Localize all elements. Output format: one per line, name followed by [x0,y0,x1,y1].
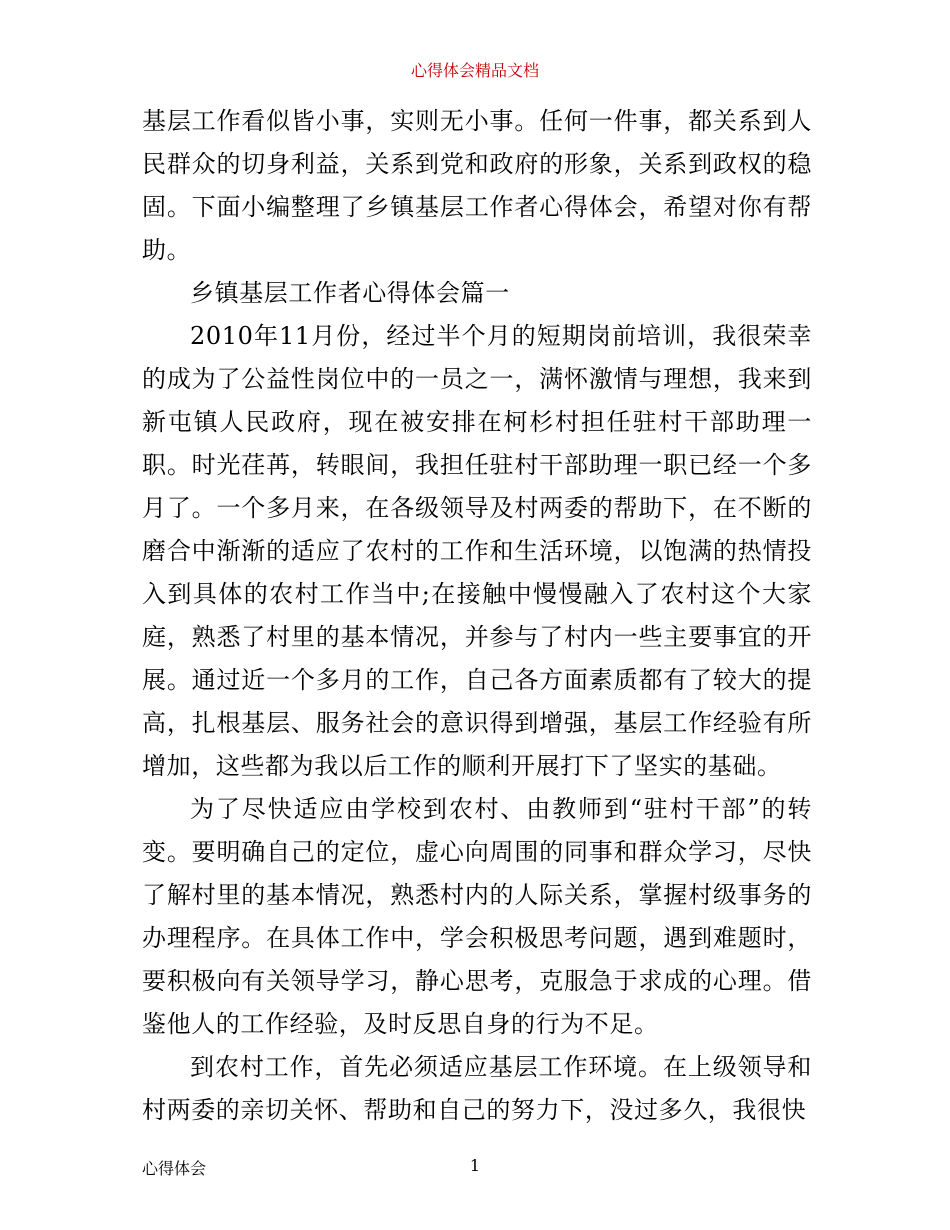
section-title: 乡镇基层工作者心得体会篇一 [190,279,510,307]
body-paragraph: 2010年11月份，经过半个月的短期岗前培训，我很荣幸的成为了公益性岗位中的一员之一，满怀激情与理想，我来到新屯镇人民政府，现在被安排在柯杉村担任驻村干部助理一职。时光荏苒，转眼间，我担任驻村干部助理一职已经一个多月了。一个多月来，在各级领导及村两委的帮助下，在不断的磨合中渐渐的适应了农村的工作和生活环境，以饱满的热情投入到具体的农村工作当中;在接触中慢慢融入了农村这个大家庭，熟悉了村里的基本情况，并参与了村内一些主要事宜的开展。通过近一个多月的工作，自己各方面素质都有了较大的提高，扎根基层、服务社会的意识得到增强，基层工作经验有所增加，这些都为我以后工作的顺利开展打下了坚实的基础。 [142,322,812,780]
footer-label: 心得体会 [142,1159,207,1178]
page-number: 1 [469,1156,481,1175]
body-paragraph: 到农村工作，首先必须适应基层工作环境。在上级领导和村两委的亲切关怀、帮助和自己的努力下，没过多久，我很快 [142,1053,812,1124]
page-header-title: 心得体会精品文档 [410,61,539,80]
document-body [142,100,812,1132]
intro-paragraph: 基层工作看似皆小事，实则无小事。任何一件事，都关系到人民群众的切身利益，关系到党和政府的形象，关系到政权的稳固。下面小编整理了乡镇基层工作者心得体会，希望对你有帮助。 [142,107,812,264]
body-paragraph: 为了尽快适应由学校到农村、由教师到“驻村干部”的转变。要明确自己的定位，虚心向周围的同事和群众学习，尽快了解村里的基本情况，熟悉村内的人际关系，掌握村级事务的办理程序。在具体工作中，学会积极思考问题，遇到难题时，要积极向有关领导学习，静心思考，克服急于求成的心理。借鉴他人的工作经验，及时反思自身的行为不足。 [142,795,812,1038]
